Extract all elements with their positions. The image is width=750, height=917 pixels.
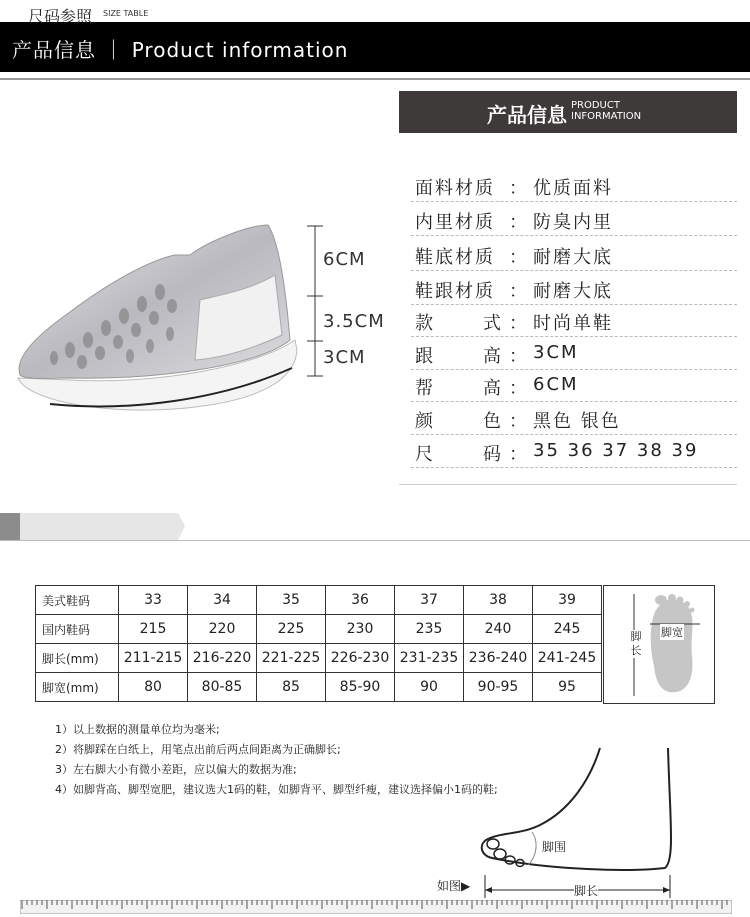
note-item: 2）将脚踩在白纸上，用笔点出前后两点间距离为正确脚长; bbox=[55, 743, 341, 756]
table-cell: 245 bbox=[533, 615, 602, 644]
table-cell: 37 bbox=[395, 586, 464, 615]
foot-length-label: 脚长 bbox=[630, 630, 642, 657]
size-table-title-en: SIZE TABLE bbox=[103, 9, 149, 18]
diagram-foot-length-label: 脚长 bbox=[574, 884, 599, 898]
foot-width-label: 脚宽 bbox=[661, 626, 683, 639]
table-cell: 226-230 bbox=[326, 644, 395, 673]
header-bar bbox=[0, 22, 750, 72]
foot-girth-label: 脚围 bbox=[542, 840, 567, 854]
table-cell: 85-90 bbox=[326, 673, 395, 702]
table-cell: 35 bbox=[257, 586, 326, 615]
inner-height-label: 3.5CM bbox=[323, 311, 385, 332]
foot-measure-diagram bbox=[430, 740, 730, 900]
table-cell: 231-235 bbox=[395, 644, 464, 673]
info-row-style: 款式 ： 时尚单鞋 bbox=[411, 304, 737, 337]
info-row-heel-height: 跟高 ： 3CM bbox=[411, 337, 737, 370]
table-cell: 225 bbox=[257, 615, 326, 644]
info-row-sole: 鞋底材质 ： 耐磨大底 bbox=[411, 238, 737, 271]
note-item: 4）如脚背高、脚型宽肥，建议选大1码的鞋，如脚背平、脚型纤瘦，建议选择偏小1码的鞋; bbox=[55, 783, 498, 796]
info-row-fabric: 面料材质 ： 优质面料 bbox=[411, 169, 737, 202]
row-label: 国内鞋码 bbox=[36, 615, 119, 644]
size-table bbox=[35, 585, 602, 702]
table-cell: 221-225 bbox=[257, 644, 326, 673]
product-info-panel bbox=[399, 91, 737, 485]
product-info-title: 产品信息 bbox=[487, 103, 567, 127]
size-table-title: 尺码参照 bbox=[28, 7, 93, 26]
table-cell: 34 bbox=[188, 586, 257, 615]
info-row-color: 颜色 ： 黑色 银色 bbox=[411, 402, 737, 435]
ruler bbox=[20, 900, 732, 914]
table-cell: 85 bbox=[257, 673, 326, 702]
table-cell: 230 bbox=[326, 615, 395, 644]
table-cell: 39 bbox=[533, 586, 602, 615]
table-cell: 235 bbox=[395, 615, 464, 644]
table-cell: 215 bbox=[119, 615, 188, 644]
table-cell: 220 bbox=[188, 615, 257, 644]
size-table-tab bbox=[0, 513, 185, 540]
upper-height-label: 6CM bbox=[323, 249, 366, 270]
note-item: 1）以上数据的测量单位均为毫米; bbox=[55, 723, 220, 736]
table-row bbox=[36, 644, 602, 673]
product-info-header bbox=[399, 91, 737, 133]
table-row bbox=[36, 586, 602, 615]
row-label: 脚宽(mm) bbox=[36, 673, 119, 702]
sole-height-label: 3CM bbox=[323, 347, 366, 368]
as-shown-label: 如图▶ bbox=[437, 879, 471, 893]
foot-outline-box bbox=[603, 585, 715, 704]
table-cell: 95 bbox=[533, 673, 602, 702]
table-cell: 80-85 bbox=[188, 673, 257, 702]
info-row-heel: 鞋跟材质 ： 耐磨大底 bbox=[411, 272, 737, 305]
table-cell: 38 bbox=[464, 586, 533, 615]
info-row-upper-height: 帮高 ： 6CM bbox=[411, 369, 737, 402]
note-item: 3）左右脚大小有微小差距，应以偏大的数据为准; bbox=[55, 763, 297, 776]
table-row bbox=[36, 615, 602, 644]
table-row bbox=[36, 673, 602, 702]
size-section-divider bbox=[0, 540, 750, 541]
product-info-title-en: PRODUCT INFORMATION bbox=[571, 100, 642, 122]
row-label: 美式鞋码 bbox=[36, 586, 119, 615]
header-divider bbox=[0, 78, 750, 80]
table-cell: 90-95 bbox=[464, 673, 533, 702]
row-label: 脚长(mm) bbox=[36, 644, 119, 673]
table-cell: 33 bbox=[119, 586, 188, 615]
table-cell: 236-240 bbox=[464, 644, 533, 673]
table-cell: 90 bbox=[395, 673, 464, 702]
info-row-lining: 内里材质 ： 防臭内里 bbox=[411, 203, 737, 236]
table-cell: 80 bbox=[119, 673, 188, 702]
table-cell: 241-245 bbox=[533, 644, 602, 673]
table-cell: 216-220 bbox=[188, 644, 257, 673]
footprint-icon bbox=[604, 586, 714, 703]
shoe-image bbox=[10, 200, 310, 440]
table-cell: 36 bbox=[326, 586, 395, 615]
table-cell: 240 bbox=[464, 615, 533, 644]
table-cell: 211-215 bbox=[119, 644, 188, 673]
header-title: 产品信息 ｜ Product information bbox=[12, 38, 349, 62]
info-row-size: 尺码 ： 35 36 37 38 39 bbox=[411, 435, 737, 468]
